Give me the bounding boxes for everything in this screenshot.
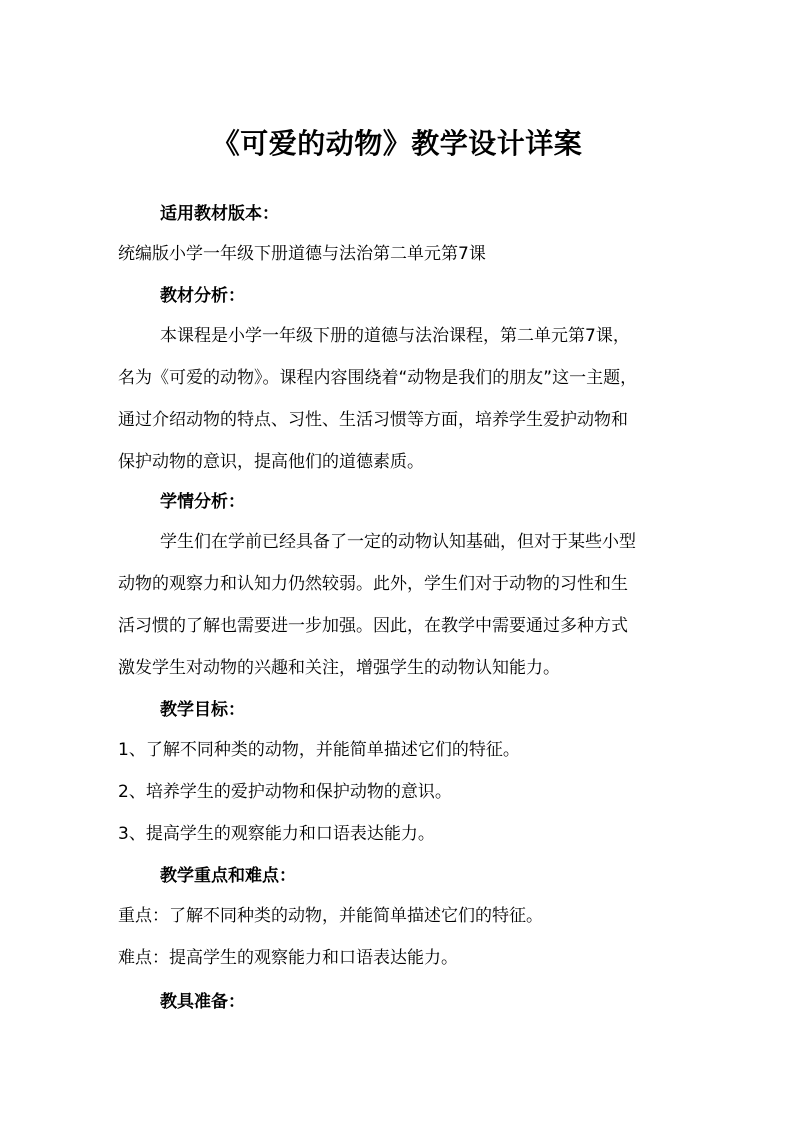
- material-line-2: 名为《可爱的动物》。课程内容围绕着“动物是我们的朋友”这一主题，: [118, 368, 638, 388]
- goal-item-3: 3、提高学生的观察能力和口语表达能力。: [118, 824, 435, 844]
- section-heading-material: 教材分析：: [160, 286, 245, 306]
- edition-line: 统编版小学一年级下册道德与法治第二单元第7课: [118, 244, 486, 264]
- key-point-line: 重点：了解不同种类的动物，并能简单描述它们的特征。: [118, 906, 543, 926]
- students-line-3: 活习惯的了解也需要进一步加强。因此，在教学中需要通过多种方式: [118, 616, 628, 636]
- difficult-point-line: 难点：提高学生的观察能力和口语表达能力。: [118, 948, 458, 968]
- section-heading-goals: 教学目标：: [160, 700, 245, 720]
- goal-item-1: 1、了解不同种类的动物，并能简单描述它们的特征。: [118, 740, 520, 760]
- material-line-3: 通过介绍动物的特点、习性、生活习惯等方面，培养学生爱护动物和: [118, 410, 628, 430]
- goal-item-2: 2、培养学生的爱护动物和保护动物的意识。: [118, 782, 452, 802]
- section-heading-tools: 教具准备：: [160, 992, 245, 1012]
- material-line-4: 保护动物的意识，提高他们的道德素质。: [118, 452, 424, 472]
- students-line-2: 动物的观察力和认知力仍然较弱。此外，学生们对于动物的习性和生: [118, 574, 628, 594]
- material-line-1: 本课程是小学一年级下册的道德与法治课程，第二单元第7课，: [160, 326, 630, 346]
- students-line-4: 激发学生对动物的兴趣和关注，增强学生的动物认知能力。: [118, 658, 560, 678]
- section-heading-edition: 适用教材版本：: [160, 204, 279, 224]
- section-heading-key-points: 教学重点和难点：: [160, 866, 296, 886]
- section-heading-students: 学情分析：: [160, 492, 245, 512]
- students-line-1: 学生们在学前已经具备了一定的动物认知基础，但对于某些小型: [160, 532, 636, 552]
- document-title: 《可爱的动物》教学设计详案: [211, 127, 583, 160]
